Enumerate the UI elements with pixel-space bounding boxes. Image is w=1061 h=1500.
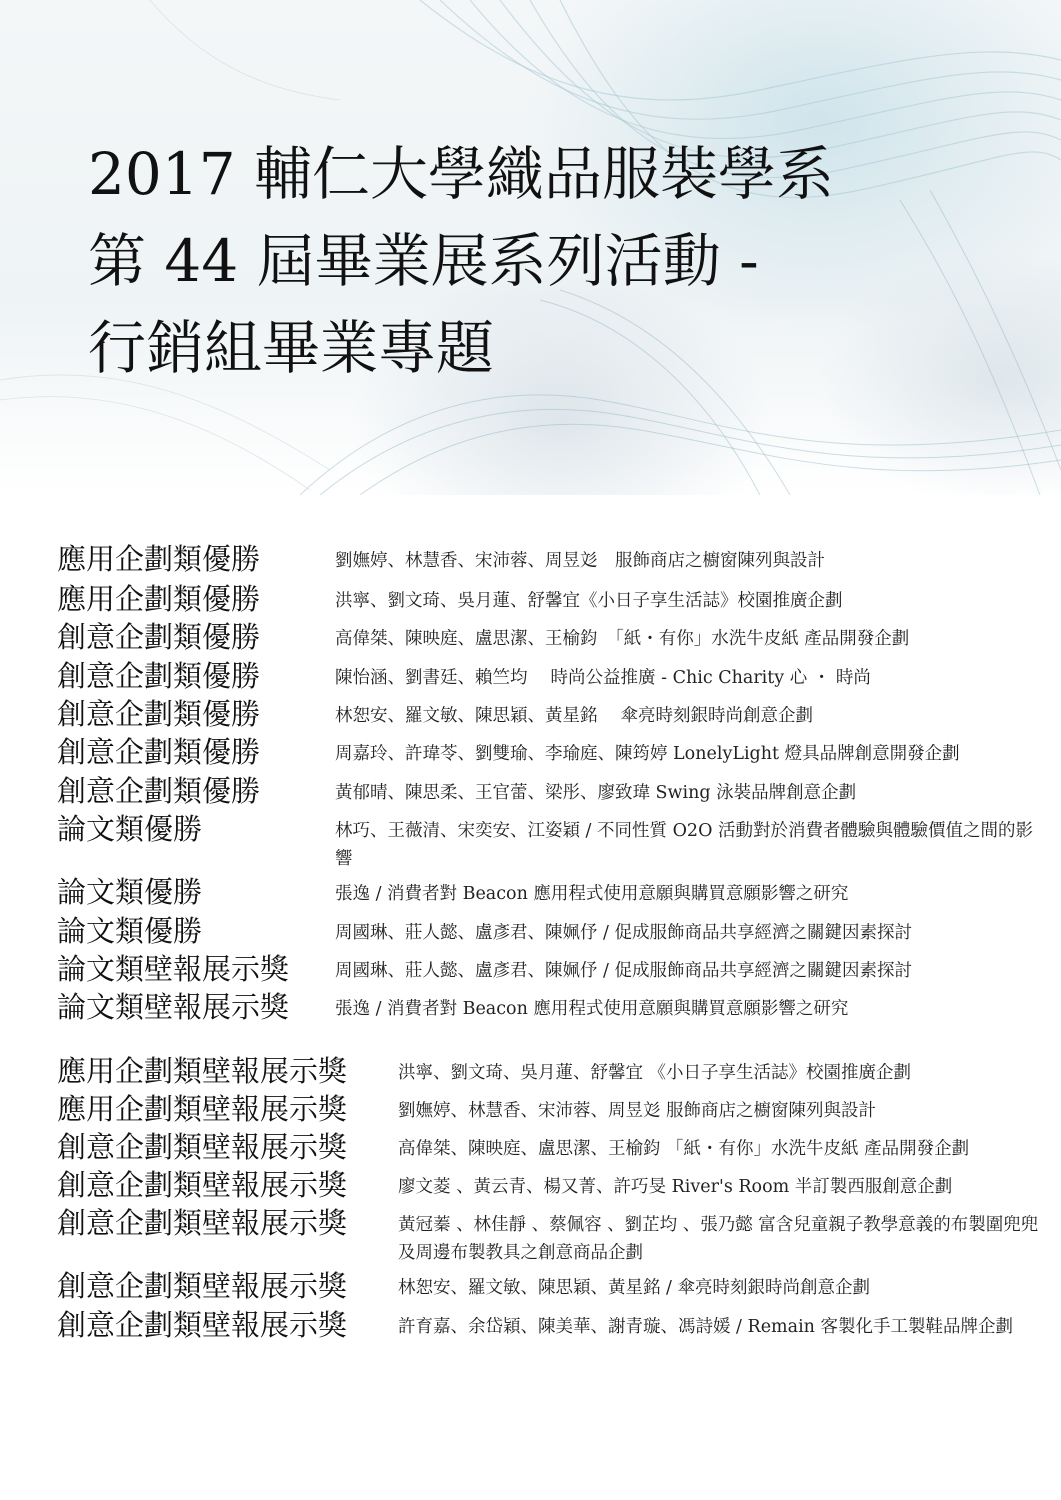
title-line-1: 2017 輔仁大學織品服裝學系 — [88, 140, 835, 208]
award-category: 論文類壁報展示獎 — [57, 990, 290, 1024]
award-category: 應用企劃類壁報展示獎 — [57, 1092, 348, 1126]
award-category: 創意企劃類優勝 — [57, 697, 261, 731]
award-category: 創意企劃類壁報展示獎 — [57, 1130, 348, 1164]
award-content: 林恕安、羅文敏、陳思穎、黃星銘 / 傘亮時刻銀時尚創意企劃 — [398, 1278, 871, 1298]
award-content: 劉嫵婷、林慧香、宋沛蓉、周昱彣 服飾商店之櫥窗陳列與設計 — [398, 1101, 877, 1121]
award-content: 周國琳、莊人懿、盧彥君、陳姵伃 / 促成服飾商品共享經濟之關鍵因素探討 — [335, 961, 913, 981]
award-content: 劉嫵婷、林慧香、宋沛蓉、周昱彣 服飾商店之櫥窗陳列與設計 — [335, 551, 825, 571]
page-title — [88, 140, 988, 406]
award-category: 應用企劃類壁報展示獎 — [57, 1054, 348, 1088]
award-content: 許育嘉、余岱穎、陳美華、謝青璇、馮詩媛 / Remain 客製化手工製鞋品牌企劃 — [398, 1317, 1014, 1337]
award-category: 創意企劃類壁報展示獎 — [57, 1269, 348, 1303]
award-content: 林恕安、羅文敏、陳思穎、黃星銘 傘亮時刻銀時尚創意企劃 — [335, 706, 814, 726]
award-category: 論文類壁報展示獎 — [57, 952, 290, 986]
award-category: 創意企劃類壁報展示獎 — [57, 1168, 348, 1202]
award-category: 論文類優勝 — [57, 875, 203, 909]
title-line-2: 第 44 屆畢業展系列活動 - — [88, 227, 759, 295]
award-content: 周嘉玲、許瑋苓、劉雙瑜、李瑜庭、陳筠婷 LonelyLight 燈具品牌創意開發企劃 — [335, 744, 960, 764]
award-content: 高偉桀、陳映庭、盧思潔、王榆鈞 「紙・有你」水洗牛皮紙 產品開發企劃 — [335, 629, 910, 649]
award-category: 論文類優勝 — [57, 812, 203, 846]
award-content: 張逸 / 消費者對 Beacon 應用程式使用意願與購買意願影響之研究 — [335, 999, 849, 1019]
award-category: 創意企劃類壁報展示獎 — [57, 1206, 348, 1240]
award-category: 應用企劃類優勝 — [57, 582, 261, 616]
award-category: 創意企劃類優勝 — [57, 735, 261, 769]
award-content: 黃冠蓁 、林佳靜 、蔡佩容 、劉芷均 、張乃懿 富含兒童親子教學意義的布製圍兜兜及周邊布製教具之創意商品企劃 — [398, 1215, 1039, 1263]
award-content: 陳怡涵、劉書廷、賴竺均 時尚公益推廣 - Chic Charity 心 ・ 時尚 — [335, 668, 871, 688]
award-category: 論文類優勝 — [57, 914, 203, 948]
award-category: 創意企劃類優勝 — [57, 620, 261, 654]
award-content: 洪寧、劉文琦、吳月蓮、舒馨宜 《小日子享生活誌》校園推廣企劃 — [398, 1063, 912, 1083]
award-category: 應用企劃類優勝 — [57, 542, 261, 576]
award-category: 創意企劃類優勝 — [57, 659, 261, 693]
award-category: 創意企劃類優勝 — [57, 774, 261, 808]
award-content: 廖文菱 、黃云青、楊又菁、許巧旻 River's Room 半訂製西服創意企劃 — [398, 1177, 953, 1197]
award-content: 周國琳、莊人懿、盧彥君、陳姵伃 / 促成服飾商品共享經濟之關鍵因素探討 — [335, 923, 913, 943]
award-content: 洪寧、劉文琦、吳月蓮、舒馨宜《小日子享生活誌》校園推廣企劃 — [335, 591, 843, 611]
hero-banner — [0, 0, 1061, 495]
award-content: 黃郁晴、陳思柔、王官蕾、梁彤、廖致瑋 Swing 泳裝品牌創意企劃 — [335, 783, 857, 803]
award-content: 張逸 / 消費者對 Beacon 應用程式使用意願與購買意願影響之研究 — [335, 884, 849, 904]
award-content: 高偉桀、陳映庭、盧思潔、王榆鈞 「紙・有你」水洗牛皮紙 產品開發企劃 — [398, 1139, 970, 1159]
award-content: 林巧、王薇清、宋奕安、江姿穎 / 不同性質 O2O 活動對於消費者體驗與體驗價值之間的影響 — [335, 821, 1033, 869]
award-category: 創意企劃類壁報展示獎 — [57, 1308, 348, 1342]
title-line-3: 行銷組畢業專題 — [88, 314, 495, 382]
